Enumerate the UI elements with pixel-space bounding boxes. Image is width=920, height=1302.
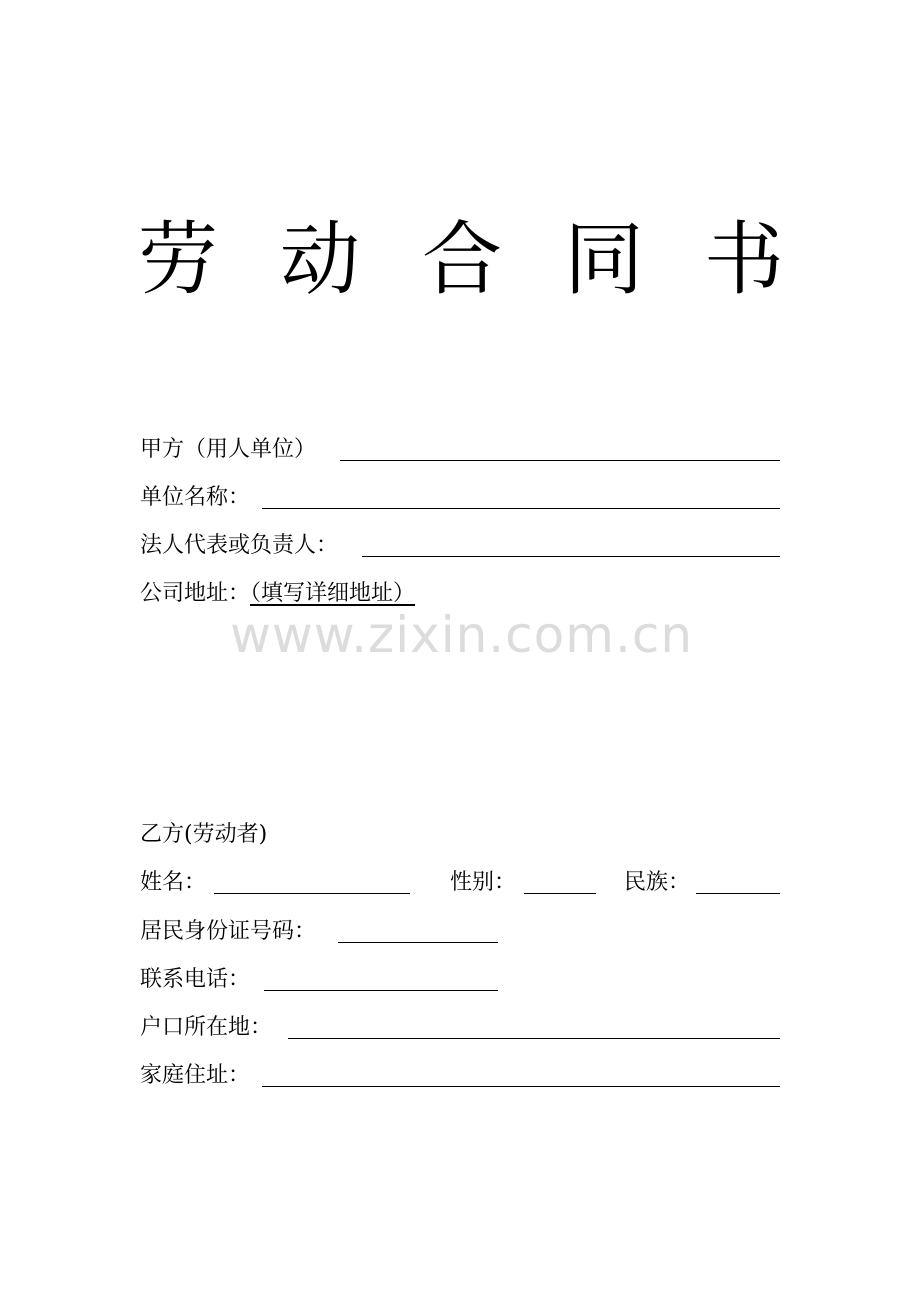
party-a-field[interactable] (340, 460, 780, 461)
title-char-4: 同 (564, 213, 644, 306)
title-char-3: 合 (422, 213, 502, 306)
title-char-5: 书 (704, 213, 784, 306)
hukou-label: 户口所在地： (140, 1015, 273, 1040)
hukou-field[interactable] (288, 1038, 780, 1039)
gender-field[interactable] (524, 893, 596, 894)
company-address-value[interactable]: （填写详细地址） (250, 581, 416, 606)
name-label: 姓名： (140, 870, 207, 895)
home-address-field[interactable] (262, 1086, 780, 1087)
gender-label: 性别： (450, 870, 517, 895)
party-b-label: 乙方(劳动者) (140, 822, 268, 847)
title-char-2: 动 (280, 213, 360, 306)
name-field[interactable] (214, 893, 410, 894)
home-address-label: 家庭住址： (140, 1063, 251, 1088)
legal-rep-label: 法人代表或负责人： (140, 533, 339, 558)
ethnicity-field[interactable] (696, 893, 780, 894)
phone-field[interactable] (264, 990, 498, 991)
company-address-label: 公司地址： (140, 581, 251, 606)
id-number-field[interactable] (338, 942, 498, 943)
title-char-1: 劳 (138, 213, 218, 306)
party-a-label: 甲方（用人单位） (140, 437, 317, 462)
ethnicity-label: 民族： (624, 870, 691, 895)
watermark: www.zixin.com.cn (230, 606, 694, 664)
id-number-label: 居民身份证号码： (140, 919, 317, 944)
phone-label: 联系电话： (140, 967, 251, 992)
unit-name-field[interactable] (262, 508, 780, 509)
legal-rep-field[interactable] (362, 556, 780, 557)
unit-name-label: 单位名称： (140, 485, 251, 510)
